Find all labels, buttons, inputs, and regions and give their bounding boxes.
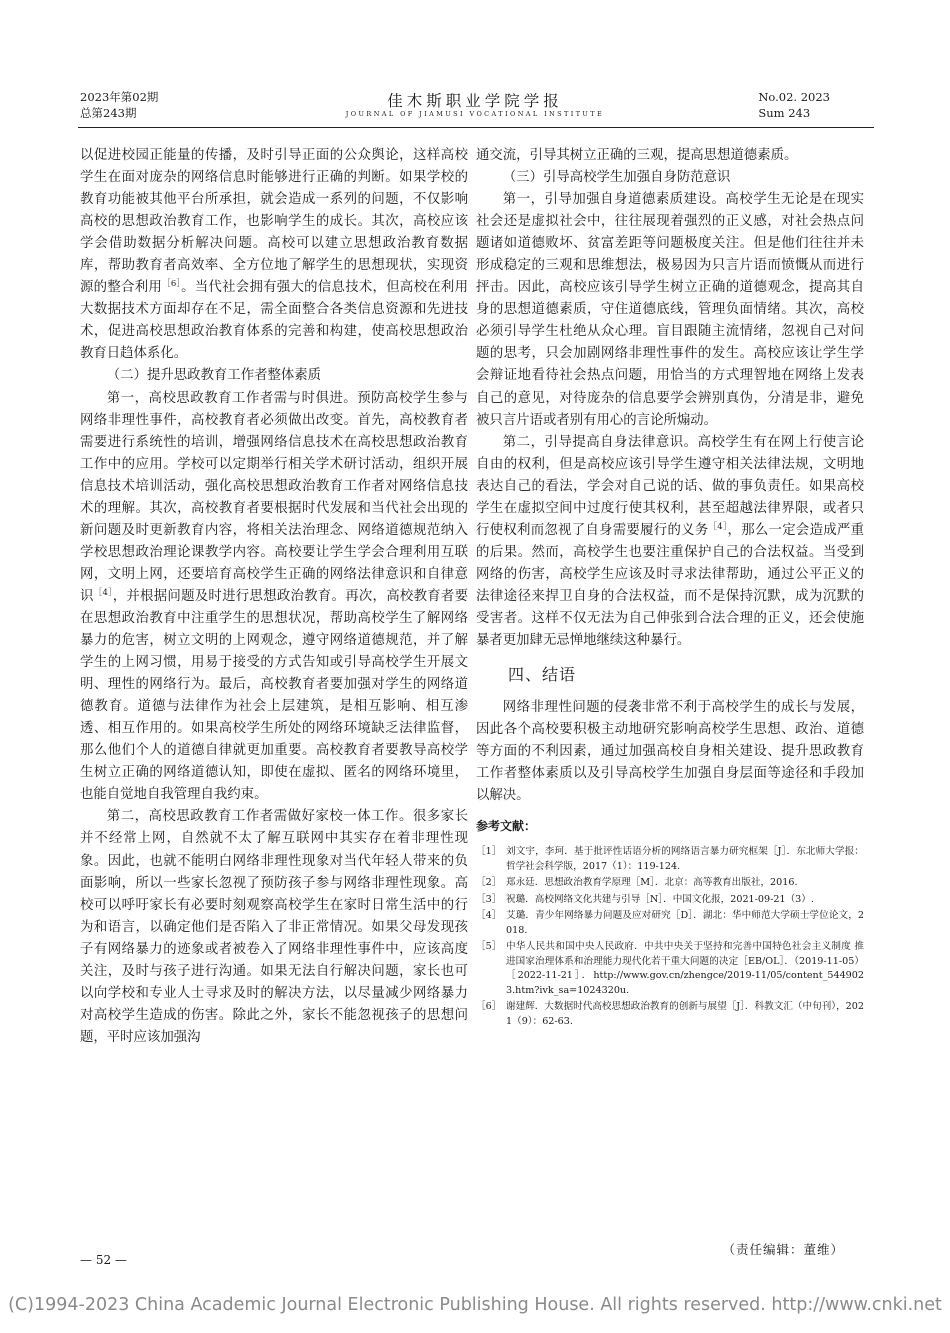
reference-list [476,845,864,1029]
reference-item [476,909,864,938]
reference-text: 艾璐．青少年网络暴力问题及应对研究［D］．湖北：华中师范大学硕士学位论文，2018. [506,910,864,936]
reference-number: ［5］ [476,941,502,953]
paragraph: 网络非理性问题的侵袭非常不利于高校学生的成长与发展，因此各个高校要积极主动地研究影响高校学生思想、政治、道德等方面的不利因素，通过加强高校自身相关建设、提升思政教育工作者整体素质以及引导高校学生加强自身层面等途径和手段加以解决。 [476,700,864,804]
reference-item [476,940,864,998]
reference-item [476,1000,864,1029]
paragraph-text: ，并根据问题及时进行思想政治教育。再次，高校教育者要在思想政治教育中注重学生的思想状况，帮助高校学生了解网络暴力的危害，树立文明的上网观念，遵守网络道德规范，并了解学生的上网习惯，用易于接受的方式告知或引导高校学生开展文明、理性的网络行为。最后，高校教育者要加强对学生的网络道德教育。道德与法律作为社会上层建筑，是相互影响、相互渗透、相互作用的。如果高校学生所处的网络环境缺乏法律监督，那么他们个人的道德自律就更加重要。高校教育者要教导高校学生树立正确的网络道德认知，即使在虚拟、匿名的网络环境里，也能自觉地自我管理自我约束。 [80,588,468,803]
subsection-heading: （二）提升思政教育工作者整体素质 [106,368,322,384]
citation: ［6］ [162,279,182,290]
issue-info [80,89,158,121]
paragraph-text: ，那么一定会造成严重的后果。然而，高校学生也要注重保护自己的合法权益。当受到网络的伤害，高校学生应该及时寻求法律帮助，通过公平正义的法律途径来捍卫自身的合法权益，而不是保持沉默，成为沉默的受害者。这样不仅无法为自己伸张到合法合理的正义，还会使施暴者更加肆无忌惮地继续这种暴行。 [476,522,864,649]
references-title: 参考文献： [476,819,537,834]
paragraph-text: 第一，高校思政教育工作者需与时俱进。预防高校学生参与网络非理性事件，高校教育者必须做出改变。首先，高校教育者需要进行系统性的培训，增强网络信息技术在高校思想政治教育工作中的应用。学校可以定期举行相关学术研讨活动，组织开展信息技术培训活动，强化高校思想政治教育工作者对网络信息技术的理解。其次，高校教育者要根据时代发展和当代社会出现的新问题及时更新教育内容，将相关法治理念、网络道德规范纳入学校思想政治理论课教学内容。高校要让学生学会合理利用互联网，文明上网，还要培育高校学生正确的网络法律意识和自律意识 [80,390,468,604]
section-heading: 四、结语 [508,665,577,685]
citation: ［4］ [708,521,728,532]
paragraph: 通交流，引导其树立正确的三观，提高思想道德素质。 [476,148,798,163]
reference-text: 谢建辉．大数据时代高校思想政治教育的创新与展望［J］．科教文汇（中旬刊），2021（9）：62-63. [506,1001,864,1027]
right-column [476,145,864,1031]
reference-text: 郑永廷．思想政治教育学原理［M］．北京：高等教育出版社，2016. [506,877,798,889]
reference-text: 中华人民共和国中央人民政府．中共中央关于坚持和完善中国特色社会主义制度 推进国家治理体系和治理能力现代化若干重大问题的决定［EB/OL］．（2019-11-05）［2022-11-21］．http://www.gov.cn/zhengce/2019-11/05/content_5449023.htm?ivk_sa=1024320u. [506,941,864,996]
paragraph [80,145,468,365]
reference-text: 祝璐．高校网络文化共建与引导［N］．中国文化报，2021-09-21（3）. [506,893,814,905]
paragraph [80,388,468,807]
journal-title-block [240,92,710,119]
reference-number: ［4］ [476,910,502,922]
reference-item [476,876,864,891]
issue-year: 2023年第02期 [80,90,159,104]
reference-item [476,845,864,874]
reference-number: ［6］ [476,1001,502,1013]
paragraph-text: 第二，引导提高自身法律意识。高校学生有在网上行使言论自由的权利，但是高校应该引导学生遵守相关法律法规，文明地表达自己的看法，学会对自己说的话、做的事负责任。如果高校学生在虚拟空间中过度行使其权利，甚至超越法律界限，或者只行使权利而忽视了自身需要履行的义务 [476,434,864,538]
issue-number-block [758,89,830,121]
issue-sum: Sum 243 [758,106,811,120]
issue-number: No.02. 2023 [758,90,830,104]
paragraph: 第二，高校思政教育工作者需做好家校一体工作。很多家长并不经常上网，自然就不太了解互联网中其实存在着非理性现象。因此，也就不能明白网络非理性现象对当代年轻人带来的负面影响，所以一些家长忽视了预防孩子参与网络非理性现象。高校可以呼吁家长有必要时刻观察高校学生在家时日常生活中的行为和语言，以确定他们是否陷入了非正常情况。如果父母发现孩子有网络暴力的迹象或者被卷入了网络非理性事件中，应该高度关注，及时与孩子进行沟通。如果无法自行解决问题，家长也可以向学校和专业人士寻求及时的解决方法，以尽量减少网络暴力对高校学生造成的伤害。除此之外，家长不能忽视孩子的思想问题，平时应该加强沟 [80,809,468,1045]
citation: ［4］ [93,587,113,598]
paragraph-text: 。当代社会拥有强大的信息技术，但高校在利用大数据技术方面却存在不足，需全面整合各类信息资源和先进技术，促进高校思想政治教育体系的完善和构建，使高校思想政治教育日趋体系化。 [80,280,468,362]
reference-number: ［1］ [476,846,502,858]
left-column [80,145,468,1049]
journal-title: 佳木斯职业学院学报 [387,92,563,110]
reference-number: ［3］ [476,893,502,905]
responsible-editor: （责任编辑：董维） [722,1242,844,1257]
reference-text: 刘文宇，李珂．基于批评性话语分析的网络语言暴力研究框架［J］．东北师大学报：哲学社会科学版，2017（1）：119-124. [506,846,864,872]
paragraph [476,432,864,652]
header-divider [78,127,874,128]
page-number: — 52 — [80,1253,127,1267]
subsection-heading: （三）引导高校学生加强自身防范意识 [502,170,731,186]
reference-item [476,893,864,908]
paragraph: 第一，引导加强自身道德素质建设。高校学生无论是在现实社会还是虚拟社会中，往往展现着强烈的正义感，对社会热点问题诸如道德败坏、贫富差距等问题极度关注。但是他们往往并未形成稳定的三观和思维想法，极易因为只言片语而愤慨从而进行抨击。因此，高校应该引导学生树立正确的道德观念，提高其自身的思想道德素质，守住道德底线，管理负面情绪。其次，高校必须引导学生杜绝从众心理。盲目跟随主流情绪，忽视自己对问题的思考，只会加剧网络非理性事件的发生。高校应该让学生学会辩证地看待社会热点问题，用恰当的方式理智地在网络上发表自己的意见，对待庞杂的信息要学会辨别真伪，分清是非，避免被只言片语或者别有用心的言论所煽动。 [476,192,864,428]
issue-total: 总第243期 [80,106,137,120]
journal-subtitle: JOURNAL OF JIAMUSI VOCATIONAL INSTITUTE [345,110,605,118]
reference-number: ［2］ [476,877,502,889]
paragraph-text: 以促进校园正能量的传播，及时引导正面的公众舆论，这样高校学生在面对庞杂的网络信息时能够进行正确的判断。如果学校的教育功能被其他平台所承担，就会造成一系列的问题，不仅影响高校的思想政治教育工作，也影响学生的成长。其次，高校应该学会借助数据分析解决问题。高校可以建立思想政治教育数据库，帮助教育者高效率、全方位地了解学生的思想现状，实现资源的整合利用 [80,148,468,296]
copyright-watermark: (C)1994-2023 China Academic Journal Electronic Publishing House. All rights reserved. http://www.cnki.net [8,1295,942,1315]
